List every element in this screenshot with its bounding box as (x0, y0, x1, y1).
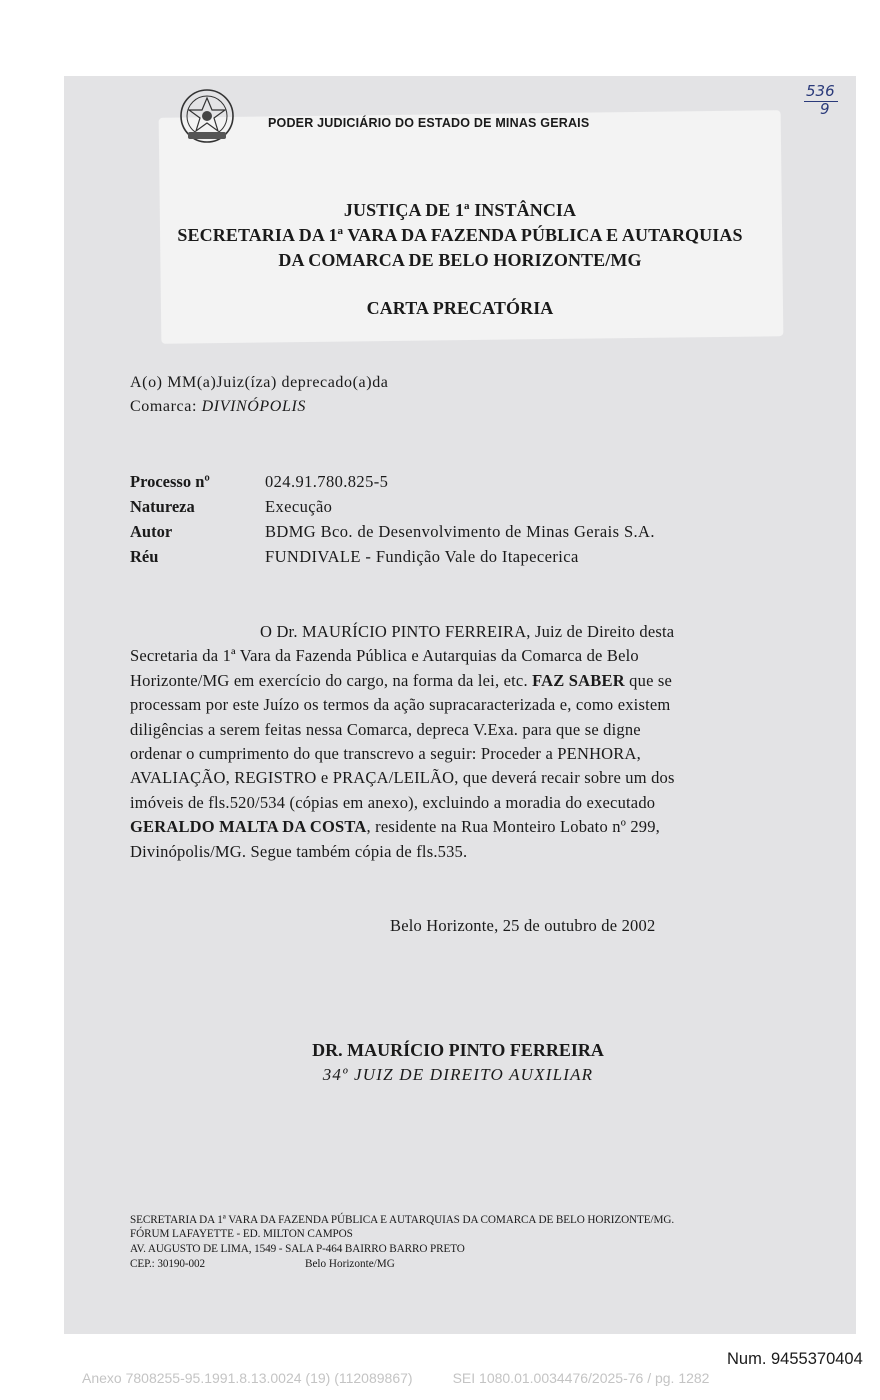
annex-left: Anexo 7808255-95.1991.8.13.0024 (19) (112089867) (82, 1370, 413, 1386)
body-line: processam por este Juízo os termos da ação supracaracterizada e, como existem (130, 695, 671, 715)
executado-name: GERALDO MALTA DA COSTA (130, 817, 367, 837)
field-value-reu: FUNDIVALE - Fundição Vale do Itapecerica (265, 547, 579, 566)
folio-number: 536 (806, 82, 835, 100)
footer-secretariat: SECRETARIA DA 1ª VARA DA FAZENDA PÚBLICA E AUTARQUIAS DA COMARCA DE BELO HORIZONTE/MG. (130, 1214, 675, 1226)
document-date: Belo Horizonte, 25 de outubro de 2002 (390, 916, 656, 935)
footer-forum: FÓRUM LAFAYETTE - ED. MILTON CAMPOS (130, 1228, 353, 1240)
body-line: diligências a serem feitas nessa Comarca, depreca V.Exa. para que se digne (130, 719, 641, 739)
body-paragraph (130, 620, 787, 864)
body-text-segment: Horizonte/MG em exercício do cargo, na forma da lei, etc. (130, 670, 533, 690)
body-line: ordenar o cumprimento do que transcrevo a seguir: Proceder a PENHORA, (130, 744, 641, 764)
footer-cep: CEP.: 30190-002 (130, 1258, 205, 1270)
field-label-processo: Processo nº (130, 472, 210, 491)
body-line: O Dr. MAURÍCIO PINTO FERREIRA, Juiz de Direito desta (260, 622, 675, 641)
state-seal-icon (176, 88, 238, 148)
field-value-natureza: Execução (265, 497, 333, 516)
footer-city: Belo Horizonte/MG (305, 1258, 395, 1270)
court-comarca: DA COMARCA DE BELO HORIZONTE/MG (278, 250, 642, 270)
document-number: Num. 9455370404 (727, 1350, 863, 1368)
court-instance: JUSTIÇA DE 1ª INSTÂNCIA (343, 200, 577, 220)
page-folio (802, 82, 842, 122)
field-label-natureza: Natureza (130, 497, 195, 516)
signatory-role: 34º JUIZ DE DIREITO AUXILIAR (322, 1065, 594, 1084)
footer-address: AV. AUGUSTO DE LIMA, 1549 - SALA P-464 BAIRRO BARRO PRETO (130, 1243, 465, 1255)
body-line (130, 815, 787, 839)
body-text-segment: que se (624, 670, 673, 690)
body-line: AVALIAÇÃO, REGISTRO e PRAÇA/LEILÃO, que deverá recair sobre um dos (130, 768, 675, 788)
comarca-label: Comarca: (130, 398, 202, 415)
body-line: Divinópolis/MG. Segue também cópia de fls.535. (130, 841, 468, 861)
body-text-segment: , residente na Rua Monteiro Lobato nº 299, (366, 817, 661, 837)
signatory-name: DR. MAURÍCIO PINTO FERREIRA (312, 1040, 604, 1060)
field-value-autor: BDMG Bco. de Desenvolvimento de Minas Gerais S.A. (265, 522, 655, 541)
comarca-name: DIVINÓPOLIS (201, 398, 306, 415)
court-secretariat: SECRETARIA DA 1ª VARA DA FAZENDA PÚBLICA E AUTARQUIAS (177, 225, 743, 245)
body-line: Secretaria da 1ª Vara da Fazenda Pública e Autarquias da Comarca de Belo (130, 646, 639, 666)
field-label-reu: Réu (130, 547, 159, 566)
addressee-comarca (130, 398, 306, 416)
institution-heading: PODER JUDICIÁRIO DO ESTADO DE MINAS GERAIS (268, 116, 590, 130)
addressee-line: A(o) MM(a)Juiz(íza) deprecado(a)da (130, 374, 389, 391)
folio-sub: 9 (820, 100, 830, 118)
field-value-processo: 024.91.780.825-5 (265, 472, 389, 491)
annex-reference (82, 1370, 749, 1386)
field-label-autor: Autor (130, 522, 173, 541)
faz-saber-emphasis: FAZ SABER (532, 670, 625, 690)
body-line (130, 669, 787, 693)
annex-right: SEI 1080.01.0034476/2025-76 / pg. 1282 (452, 1370, 710, 1386)
document-type: CARTA PRECATÓRIA (366, 298, 554, 318)
body-line: imóveis de fls.520/534 (cópias em anexo), excluindo a moradia do executado (130, 792, 656, 812)
